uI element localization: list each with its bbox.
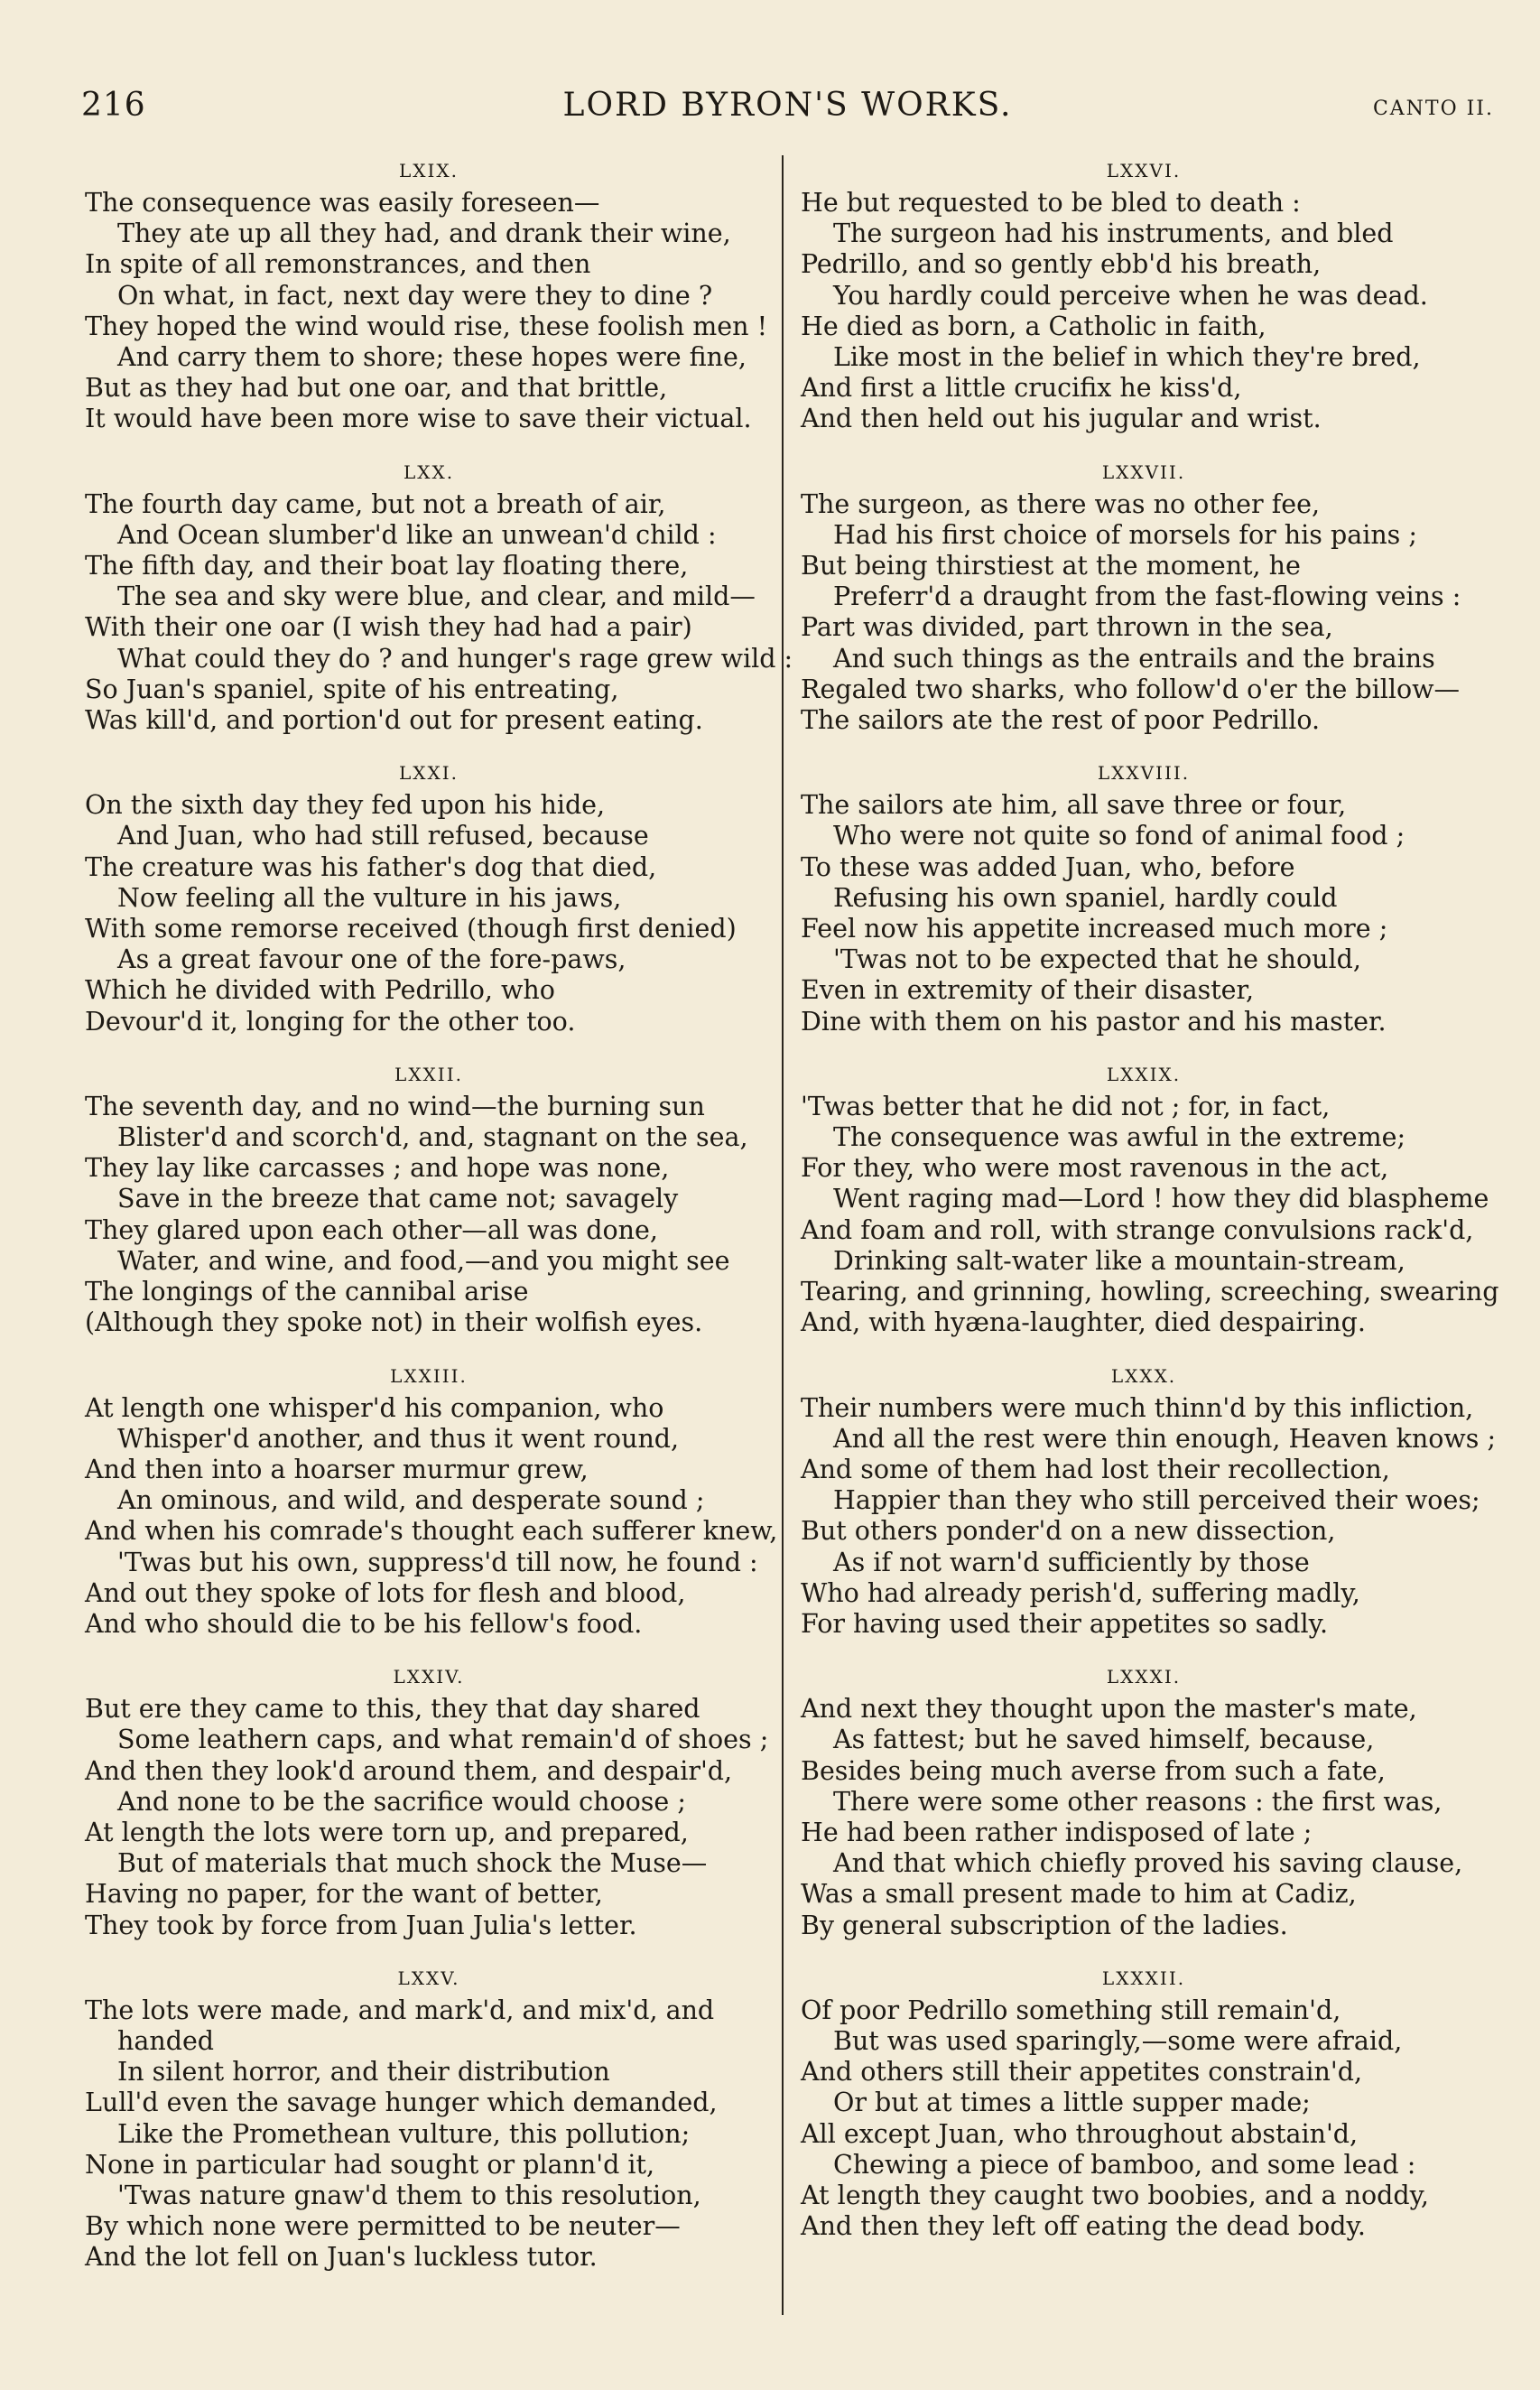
- verse-line: But as they had but one oar, and that brittle,: [85, 373, 668, 404]
- verse-line: 'Twas not to be expected that he should,: [833, 944, 1361, 975]
- verse-line: It would have been more wise to save their victual.: [85, 404, 752, 434]
- verse-line: And then they left off eating the dead body.: [801, 2211, 1366, 2242]
- verse-line: And carry them to shore; these hopes were fine,: [117, 342, 747, 373]
- verse-line: The lots were made, and mark'd, and mix'd, and: [85, 1995, 715, 2025]
- verse-line: What could they do ? and hunger's rage grew wild :: [117, 643, 793, 674]
- verse-line: At length one whisper'd his companion, who: [85, 1392, 664, 1423]
- verse-line: All except Juan, who throughout abstain'd,: [801, 2118, 1359, 2149]
- stanza-number: LXXIII.: [390, 1364, 468, 1387]
- stanza-number: LXX.: [403, 460, 455, 483]
- verse-line: The surgeon, as there was no other fee,: [801, 488, 1321, 519]
- verse-line: handed: [117, 2025, 215, 2056]
- verse-line: Some leathern caps, and what remain'd of shoes ;: [117, 1725, 769, 1755]
- verse-line: For they, who were most ravenous in the act,: [801, 1153, 1389, 1184]
- verse-line: Was kill'd, and portion'd out for present eating.: [85, 705, 703, 736]
- verse-line: Feel now his appetite increased much more ;: [801, 914, 1388, 944]
- verse-line: And, with hyæna-laughter, died despairing.: [801, 1307, 1366, 1338]
- verse-line: And such things as the entrails and the brains: [833, 643, 1435, 674]
- right-column: [801, 155, 1499, 2264]
- verse-line: But ere they came to this, they that day shared: [85, 1694, 700, 1725]
- verse-line: They took by force from Juan Julia's letter.: [85, 1910, 637, 1940]
- verse-line: And when his comrade's thought each sufferer knew,: [85, 1516, 778, 1547]
- verse-line: By general subscription of the ladies.: [801, 1910, 1288, 1940]
- verse-line: And then held out his jugular and wrist.: [801, 404, 1322, 434]
- verse-line: As a great favour one of the fore-paws,: [117, 944, 626, 975]
- verse-line: To these was added Juan, who, before: [801, 851, 1295, 882]
- verse-line: Having no paper, for the want of better,: [85, 1879, 603, 1910]
- verse-line: Part was divided, part thrown in the sea,: [801, 612, 1333, 643]
- stanza-number: LXXI.: [398, 762, 459, 785]
- verse-line: And Ocean slumber'd like an unwean'd child :: [117, 519, 717, 550]
- verse-line: Water, and wine, and food,—and you might see: [117, 1245, 730, 1276]
- verse-line: And others still their appetites constrain'd,: [801, 2057, 1363, 2088]
- verse-line: Which he divided with Pedrillo, who: [85, 975, 555, 1006]
- verse-line: Happier than they who still perceived their woes;: [833, 1485, 1480, 1516]
- verse-line: (Although they spoke not) in their wolfish eyes.: [85, 1307, 703, 1338]
- verse-line: And next they thought upon the master's mate,: [801, 1694, 1417, 1725]
- verse-line: The fourth day came, but not a breath of air,: [85, 488, 666, 519]
- verse-line: And first a little crucifix he kiss'd,: [801, 373, 1242, 404]
- verse-line: And then into a hoarser murmur grew,: [85, 1454, 589, 1484]
- stanza: [85, 1661, 773, 1941]
- verse-line: 'Twas nature gnaw'd them to this resolution,: [117, 2180, 701, 2210]
- verse-line: As if not warn'd sufficiently by those: [833, 1547, 1310, 1577]
- verse-line: Like most in the belief in which they're bred,: [833, 342, 1421, 373]
- verse-line: Besides being much averse from such a fate,: [801, 1755, 1386, 1786]
- running-title: LORD BYRON'S WORKS.: [562, 87, 1013, 124]
- verse-line: The longings of the cannibal arise: [85, 1277, 529, 1307]
- verse-line: By which none were permitted to be neuter—: [85, 2211, 681, 2242]
- verse-line: With some remorse received (though first denied): [85, 914, 737, 944]
- verse-line: Blister'd and scorch'd, and, stagnant on the sea,: [117, 1122, 748, 1153]
- verse-line: He but requested to be bled to death :: [801, 188, 1301, 218]
- verse-line: Refusing his own spaniel, hardly could: [833, 882, 1338, 913]
- stanza-number: LXXXII.: [1101, 1967, 1186, 1989]
- verse-line: And foam and roll, with strange convulsions rack'd,: [801, 1214, 1474, 1245]
- verse-line: Regaled two sharks, who follow'd o'er the billow—: [801, 674, 1461, 704]
- verse-line: Drinking salt-water like a mountain-stream,: [833, 1245, 1405, 1276]
- page-number: 216: [81, 87, 146, 124]
- verse-line: And the lot fell on Juan's luckless tutor.: [85, 2242, 598, 2273]
- verse-line: Chewing a piece of bamboo, and some lead :: [833, 2149, 1416, 2180]
- verse-line: Lull'd even the savage hunger which demanded,: [85, 2088, 718, 2118]
- verse-line: But of materials that much shock the Muse—: [117, 1848, 708, 1879]
- verse-line: Who were not quite so fond of animal food ;: [833, 821, 1405, 851]
- stanza: [85, 758, 773, 1037]
- stanza: [85, 1361, 778, 1641]
- stanza-number: LXIX.: [398, 160, 459, 181]
- stanza: [801, 1661, 1487, 1941]
- verse-line: None in particular had sought or plann'd it,: [85, 2149, 655, 2180]
- verse-line: 'Twas better that he did not ; for, in fact,: [801, 1091, 1331, 1121]
- stanza: [85, 1059, 773, 1339]
- verse-line: He had been rather indisposed of late ;: [801, 1817, 1313, 1847]
- verse-line: And all the rest were thin enough, Heaven knows ;: [833, 1423, 1497, 1454]
- verse-line: The sailors ate the rest of poor Pedrillo.: [801, 705, 1321, 736]
- verse-line: The sailors ate him, all save three or four,: [801, 790, 1347, 821]
- verse-line: For having used their appetites so sadly.: [801, 1608, 1329, 1639]
- stanza-number: LXXV.: [397, 1967, 460, 1989]
- stanza: [801, 1361, 1497, 1641]
- verse-line: The consequence was easily foreseen—: [85, 188, 600, 218]
- verse-line: At length they caught two boobies, and a noddy,: [801, 2180, 1429, 2210]
- stanza-number: LXXXI.: [1106, 1666, 1182, 1688]
- verse-line: And Juan, who had still refused, because: [117, 821, 649, 851]
- verse-line: The surgeon had his instruments, and bled: [833, 219, 1394, 249]
- verse-line: Their numbers were much thinn'd by this infliction,: [801, 1392, 1474, 1423]
- verse-line: And some of them had lost their recollection,: [801, 1454, 1390, 1484]
- verse-line: Save in the breeze that came not; savagely: [117, 1184, 679, 1214]
- verse-line: 'Twas but his own, suppress'd till now, he found :: [117, 1547, 758, 1577]
- verse-line: But being thirstiest at the moment, he: [801, 551, 1301, 581]
- stanza-number: LXXVI.: [1106, 160, 1182, 181]
- verse-line: On what, in fact, next day were they to dine ?: [117, 280, 713, 311]
- verse-line: The consequence was awful in the extreme;: [833, 1122, 1406, 1153]
- verse-line: Of poor Pedrillo something still remain'd,: [801, 1995, 1341, 2025]
- stanza: [801, 758, 1487, 1037]
- verse-line: Pedrillo, and so gently ebb'd his breath,: [801, 249, 1322, 280]
- verse-line: You hardly could perceive when he was dead.: [833, 280, 1428, 311]
- stanza: [801, 457, 1487, 737]
- verse-line: Like the Promethean vulture, this pollution;: [117, 2118, 691, 2149]
- stanza-number: LXXIV.: [393, 1666, 465, 1688]
- verse-line: In silent horror, and their distribution: [117, 2057, 610, 2088]
- verse-line: Went raging mad—Lord ! how they did blaspheme: [833, 1184, 1489, 1214]
- verse-line: Now feeling all the vulture in his jaws,: [117, 882, 622, 913]
- stanza-number: LXXVII.: [1101, 460, 1186, 483]
- stanza: [85, 1963, 773, 2274]
- verse-line: They hoped the wind would rise, these foolish men !: [85, 311, 768, 341]
- verse-line: On the sixth day they fed upon his hide,: [85, 790, 606, 821]
- column-divider: [782, 155, 784, 2315]
- verse-line: But others ponder'd on a new dissection,: [801, 1516, 1336, 1547]
- stanza: [801, 1059, 1499, 1339]
- verse-line: At length the lots were torn up, and prepared,: [85, 1817, 689, 1847]
- stanza-number: LXXX.: [1110, 1364, 1177, 1387]
- verse-line: And who should die to be his fellow's food.: [85, 1608, 643, 1639]
- left-column: [85, 155, 793, 2295]
- stanza-number: LXXIX.: [1106, 1063, 1182, 1085]
- verse-line: There were some other reasons : the first was,: [833, 1786, 1443, 1817]
- verse-line: Tearing, and grinning, howling, screeching, swearing: [801, 1277, 1499, 1307]
- verse-line: Had his first choice of morsels for his pains ;: [833, 519, 1417, 550]
- verse-line: Even in extremity of their disaster,: [801, 975, 1255, 1006]
- verse-line: The creature was his father's dog that died,: [85, 851, 657, 882]
- canto-label: CANTO II.: [1372, 98, 1494, 120]
- stanza: [801, 1963, 1487, 2243]
- verse-line: Who had already perish'd, suffering madly,: [801, 1577, 1360, 1608]
- verse-line: Or but at times a little supper made;: [833, 2088, 1311, 2118]
- verse-line: Preferr'd a draught from the fast-flowing veins :: [833, 581, 1461, 612]
- verse-line: They lay like carcasses ; and hope was none,: [85, 1153, 670, 1184]
- verse-line: Whisper'd another, and thus it went round,: [117, 1423, 680, 1454]
- verse-line: With their one oar (I wish they had had a pair): [85, 612, 692, 643]
- verse-line: Was a small present made to him at Cadiz,: [801, 1879, 1357, 1910]
- verse-line: Devour'd it, longing for the other too.: [85, 1006, 576, 1037]
- verse-line: And then they look'd around them, and despair'd,: [85, 1755, 733, 1786]
- page-header: [81, 87, 1494, 126]
- stanza: [801, 155, 1487, 435]
- verse-line: The seventh day, and no wind—the burning sun: [85, 1091, 705, 1121]
- verse-line: So Juan's spaniel, spite of his entreating,: [85, 674, 619, 704]
- verse-line: But was used sparingly,—some were afraid,: [833, 2025, 1403, 2056]
- verse-line: An ominous, and wild, and desperate sound ;: [117, 1485, 705, 1516]
- verse-line: And out they spoke of lots for flesh and blood,: [85, 1577, 686, 1608]
- verse-line: In spite of all remonstrances, and then: [85, 249, 591, 280]
- verse-line: The sea and sky were blue, and clear, and mild—: [117, 581, 756, 612]
- verse-line: And that which chiefly proved his saving clause,: [833, 1848, 1463, 1879]
- verse-line: They ate up all they had, and drank their wine,: [117, 219, 731, 249]
- verse-line: They glared upon each other—all was done,: [85, 1214, 658, 1245]
- stanza: [85, 155, 773, 435]
- verse-line: And none to be the sacrifice would choose ;: [117, 1786, 686, 1817]
- stanza-number: LXXII.: [394, 1063, 463, 1085]
- stanza-number: LXXVIII.: [1097, 762, 1191, 785]
- stanza: [85, 457, 793, 737]
- verse-line: The fifth day, and their boat lay floating there,: [85, 551, 689, 581]
- verse-line: He died as born, a Catholic in faith,: [801, 311, 1266, 341]
- verse-line: As fattest; but he saved himself, because,: [833, 1725, 1375, 1755]
- verse-line: Dine with them on his pastor and his master.: [801, 1006, 1387, 1037]
